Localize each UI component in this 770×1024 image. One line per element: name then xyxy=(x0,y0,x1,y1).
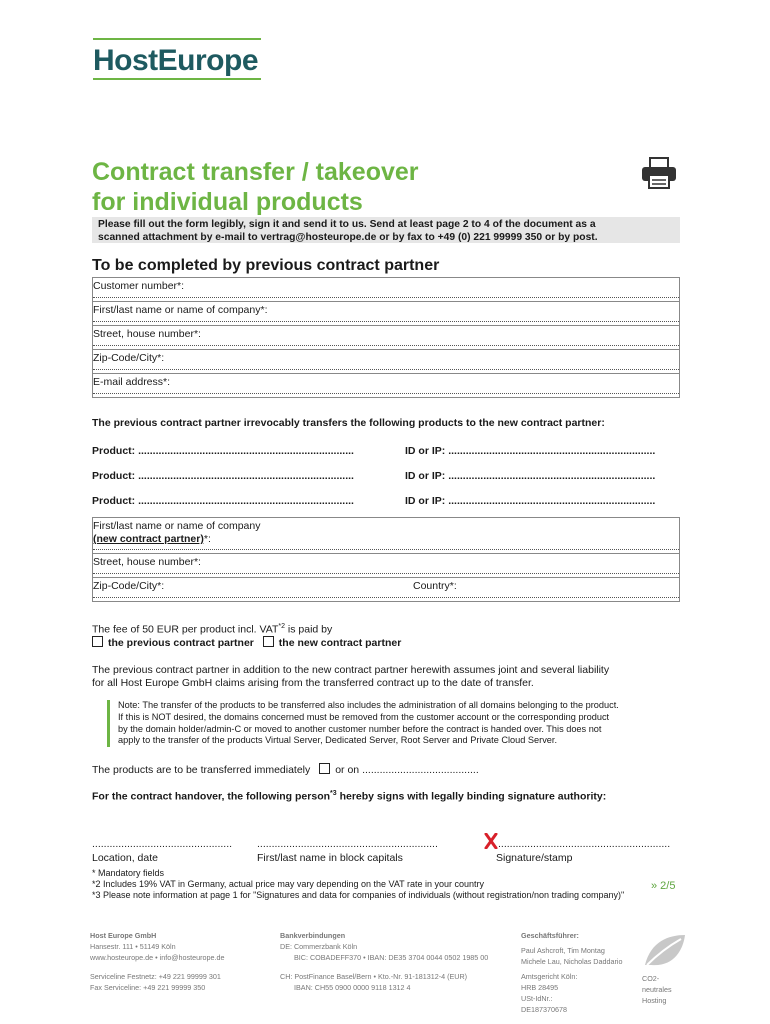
customer-number-field[interactable]: Customer number*: xyxy=(93,277,679,301)
transfer-date-field[interactable]: ........................................ xyxy=(362,764,479,776)
block-name-field[interactable]: .............................................................. xyxy=(257,838,438,850)
footer-management: Geschäftsführer: Paul Ashcroft, Tim Montag Michele Lau, Nicholas Daddario Amtsgericht Köln: HRB 28495 USt-IdNr.: DE187370678 xyxy=(521,931,623,1014)
email-field[interactable]: E-mail address*: xyxy=(93,373,679,397)
signature-label: Signature/stamp xyxy=(496,852,573,864)
id-field-3[interactable]: ID or IP: ....................................................................... xyxy=(405,495,656,507)
previous-partner-form xyxy=(92,277,680,398)
id-field-2[interactable]: ID or IP: ....................................................................... xyxy=(405,470,656,482)
handover-statement: For the contract handover, the following person$^{*3}$ hereby signs with legally binding signature authority: xyxy=(92,790,607,803)
leaf-icon xyxy=(641,933,687,969)
new-partner-form xyxy=(92,517,680,602)
footnotes: * Mandatory fields *2 Includes 19% VAT in Germany, actual price may vary depending on the VAT rate in your country *3 Please note information at page 1 for "Signatures and data for companies of individuals (without registration/non trading company)" xyxy=(92,868,625,900)
domain-note: Note: The transfer of the products to be transferred also includes the administration of all domains belonging to the product. If this is NOT desired, the domains concerned must be removed from the customer account or the corresponding product by the domain holder/admin-C or moved to another customer number before the contract is handed over. This does not apply to the transfer of the products Virtual Server, Dedicated Server, Root Server and Private Cloud Server. xyxy=(107,700,698,747)
zip-city-field[interactable]: Zip-Code/City*: xyxy=(93,349,679,373)
location-date-label: Location, date xyxy=(92,852,158,864)
country-label: Country*: xyxy=(413,580,457,592)
new-partner-street-field[interactable]: Street, house number*: xyxy=(93,553,679,577)
id-field-1[interactable]: ID or IP: ....................................................................... xyxy=(405,445,656,457)
new-partner-name-field[interactable]: First/last name or name of company (new contract partner)*: xyxy=(93,517,679,553)
section-heading: To be completed by previous contract partner xyxy=(92,257,440,274)
logo-text: HostEurope xyxy=(93,44,259,77)
name-field[interactable]: First/last name or name of company*: xyxy=(93,301,679,325)
page-number: » 2/5 xyxy=(651,880,676,892)
transfer-statement: The previous contract partner irrevocably transfers the following products to the new contract partner: xyxy=(92,417,605,429)
payer-options: the previous contract partner the new contract partner xyxy=(92,636,401,649)
liability-text: The previous contract partner in addition to the new contract partner herewith assumes joint and several liability for all Host Europe GmbH claims arising from the transferred contract up to the date of transfer. xyxy=(92,664,610,689)
previous-partner-checkbox[interactable] xyxy=(92,636,103,647)
block-name-label: First/last name in block capitals xyxy=(257,852,403,864)
footer-bank: Bankverbindungen DE: Commerzbank Köln BIC: COBADEFF370 • IBAN: DE35 3704 0044 0502 1985 00 CH: PostFinance Basel/Bern • Kto.-Nr. 91-181312-4 (EUR) IBAN: CH55 0900 0000 9118 1312 4 xyxy=(280,931,489,992)
signature-field[interactable]: ........................................................... xyxy=(498,838,671,850)
host-europe-logo xyxy=(93,38,263,84)
fee-text: The fee of 50 EUR per product incl. VAT$^{*2}$ is paid by xyxy=(92,623,333,636)
product-field-3[interactable]: Product: .......................................................................... xyxy=(92,495,354,507)
product-field-2[interactable]: Product: .......................................................................... xyxy=(92,470,354,482)
location-date-field[interactable]: ................................................ xyxy=(92,838,233,850)
street-field[interactable]: Street, house number*: xyxy=(93,325,679,349)
new-partner-zip-field[interactable]: Zip-Code/City*: Country*: xyxy=(93,577,679,601)
footer-company: Host Europe GmbH Hansestr. 111 • 51149 Köln www.hosteurope.de • info@hosteurope.de Serviceline Festnetz: +49 221 99999 301 Fax Serviceline: +49 221 99999 350 xyxy=(90,931,225,992)
instructions-box: Please fill out the form legibly, sign it and send it to us. Send at least page 2 to 4 of the document as a scanned attachment by e-mail to vertrag@hosteurope.de or by fax to +49 (0) 221 99999 350 or by post. xyxy=(92,217,680,243)
product-field-1[interactable]: Product: .......................................................................... xyxy=(92,445,354,457)
new-partner-checkbox[interactable] xyxy=(263,636,274,647)
page-title: Contract transfer / takeover for individual products xyxy=(92,158,419,216)
sign-here-cross-icon xyxy=(484,833,498,849)
printer-icon[interactable] xyxy=(640,157,678,189)
footer-co2: CO2- neutrales Hosting xyxy=(642,974,672,1005)
immediately-checkbox[interactable] xyxy=(319,763,330,774)
transfer-timing: The products are to be transferred immediately or on ........................................ xyxy=(92,764,479,776)
